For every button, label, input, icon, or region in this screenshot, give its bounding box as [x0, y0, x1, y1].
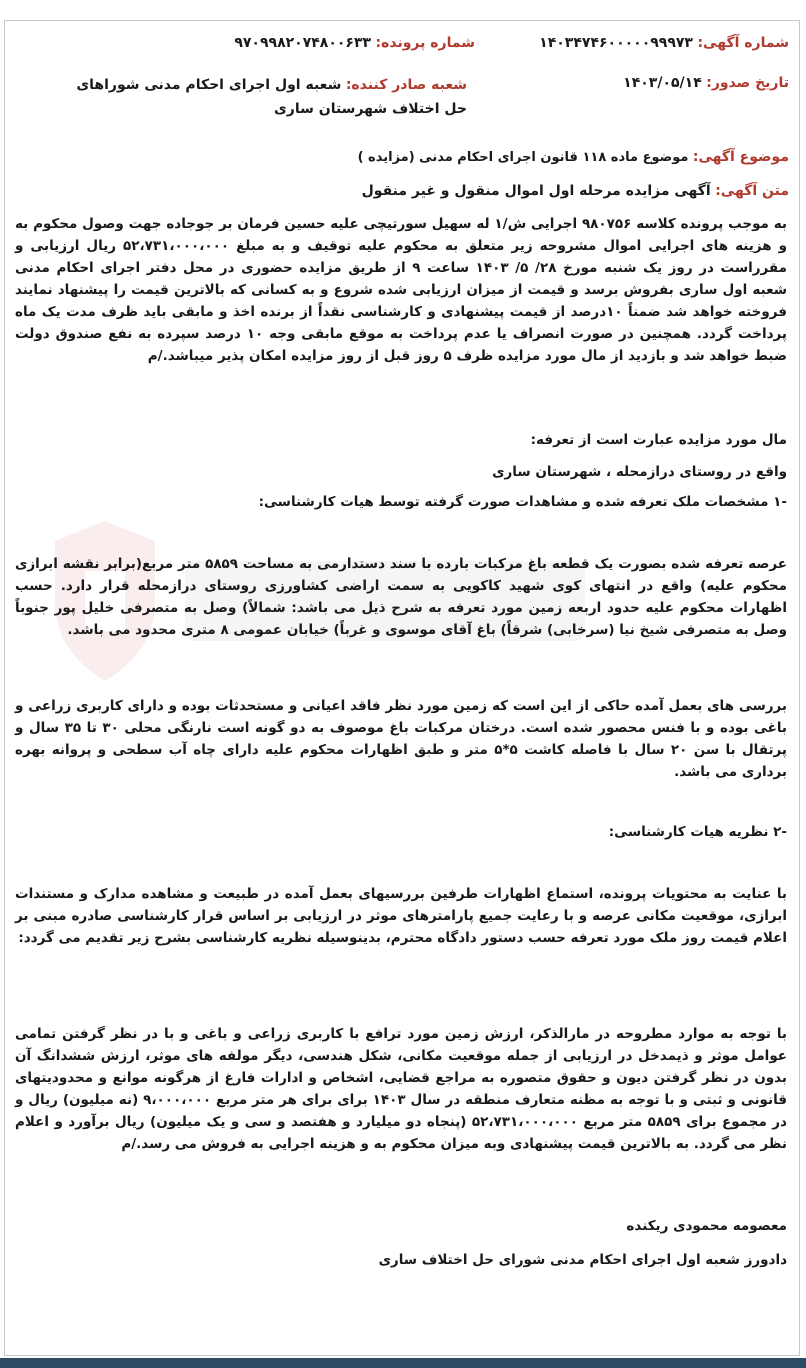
section1-paragraph-1: عرصه تعرفه شده بصورت یک قطعه باغ مرکبات بارده با سند دستدارمی به مساحت ۵۸۵۹ متر مربع(برابر نقشه ابرازی محکوم علیه) واقع در انتهای کوی شهید کاکویی به سمت اراضی کشاورزی روستای درازمحله قرار دارد. حسب اظهارات محکوم علیه حدود اربعه زمین مورد تعرفه به شرح ذیل می باشد: شمالاً) وصل به متصرفی خلیل پور جنوباً وصل به متصرفی شیخ نیا (سرخابی) شرقاً) باغ آقای موسوی و غرباً) خیابان عمومی ۸ متری محدود می باشد. [15, 556, 788, 638]
signer-title: دادورز شعبه اول اجرای احکام مدنی شورای حل اختلاف ساری [378, 1252, 787, 1268]
issuing-branch: شعبه اول اجرای احکام مدنی شوراهای حل اختلاف شهرستان ساری [76, 77, 467, 117]
bottom-bar [0, 1358, 806, 1368]
ad-number: ۱۴۰۳۴۷۴۶۰۰۰۰۰۹۹۹۷۳ [539, 35, 693, 51]
section2-paragraph-2: با توجه به موارد مطروحه در مارالذکر، ارزش زمین مورد ترافع با کاربری زراعی و باغی و با در نظر گرفتن تمامی عوامل موثر و ذیمدخل در ارزیابی از جمله موقعیت مکانی، شکل هندسی، دیگر مولفه های موثر، ارزش ششدانگ آن بدون در نظر گرفتن دیون و حقوق متصوره به مراجع قضایی، اشخاص و ادارات فارغ از هرگونه موانع و محدودیتهای قانونی و ثبتی و با توجه به مظنه متعارف منطقه در سال ۱۴۰۳ برای برای هر متر مربع ۹،۰۰۰،۰۰۰ (نه میلیون) ریال و در مجموع برای ۵۸۵۹ متر مربع ۵۲،۷۳۱،۰۰۰،۰۰۰ (پنجاه دو میلیارد و هفتصد و سی و یک میلیون) ریال برآورد و اعلام نظر می گردد. به بالاترین قیمت پیشنهادی وبه میزان محکوم به و هزینه اجرایی به فروش می رسد./م [15, 1026, 787, 1152]
issue-date-row [589, 73, 789, 93]
issuing-branch-label: شعبه صادر کننده: [345, 77, 467, 93]
file-number-label: شماره پرونده: [375, 35, 475, 51]
issue-date-label: تاریخ صدور: [706, 75, 789, 91]
signer-name: معصومه محمودی ریکنده [626, 1218, 787, 1234]
section2-heading: -۲ نظریه هیات کارشناسی: [608, 824, 787, 840]
file-number-row [215, 33, 475, 53]
ad-text-row [89, 181, 789, 201]
item-heading: مال مورد مزایده عبارت است از تعرفه: [530, 432, 787, 448]
ad-text-label: متن آگهی: [715, 183, 789, 199]
section1-paragraph-2: بررسی های بعمل آمده حاکی از این است که زمین مورد نظر فاقد اعیانی و مستحدثات بوده و دارای کاربری زراعی و باغی بوده و با فنس محصور شده است. درختان مرکبات باغ موصوف به دو گونه است نارنگی محلی ۳۰ تا ۳۵ سال و پرتقال با سن ۲۰ سال با فاصله کاشت ۵*۵ متر و طبق اظهارات محکوم علیه دارای چاه آب سطحی و پروانه بهره برداری می باشد. [15, 698, 788, 780]
section2-paragraph-1: با عنایت به محتویات پرونده، استماع اظهارات طرفین بررسیهای بعمل آمده در طبیعت و مشاهده مدارک و مستندات ابرازی، موقعیت مکانی عرصه و با رعایت جمیع پارامترهای موثر در ارزیابی بر اساس قرار کارشناسی صادره مبنی بر اعلام قیمت روز ملک مورد تعرفه حسب دستور دادگاه محترم، بدینوسیله نظریه کارشناسی بشرح زیر تقدیم می گردد: [15, 886, 787, 946]
subject-label: موضوع آگهی: [692, 149, 789, 165]
issue-date: ۱۴۰۳/۰۵/۱۴ [623, 75, 702, 91]
subject-text: موضوع ماده ۱۱۸ قانون اجرای احکام مدنی (مزایده ) [357, 150, 689, 165]
intro-paragraph: به موجب پرونده کلاسه ۹۸۰۷۵۶ اجرایی ش/۱ له سهیل سورتیچی علیه حسین فرمان بر جوجاده جهت وصول محکوم به و هزینه های اجرایی اموال مشروحه زیر متعلق به محکوم علیه توقیف و به مبلغ ۵۲،۷۳۱،۰۰۰،۰۰۰ ریال ارزیابی و مقرراست در روز یک شنبه مورخ ۲۸/ ۵/ ۱۴۰۳ ساعت ۹ از طریق مزایده حضوری در محل دفتر اجرای احکام مدنی شعبه اول ساری بفروش برسد و قیمت از میزان ارزیابی شده شروع و به کسانی که بالاترین قیمت را پیشنهاد نمایند فروخته خواهد شد ضمناً ۱۰درصد از قیمت پیشنهادی و کارشناسی نقداً از برنده اخذ و مابقی باید ظرف مدت یک ماه پرداخت گردد. همچنین در صورت انصراف یا عدم پرداخت به موقع مابقی وجه ۱۰ درصد سپرده به نفع صندوق دولت ضبط خواهد شد و بازدید از مال مورد مزایده ظرف ۵ روز قبل از روز مزایده امکان پذیر میباشد./م [15, 216, 787, 364]
subject-row [89, 147, 789, 168]
notice-page [4, 20, 800, 1356]
file-number: ۹۷۰۹۹۸۲۰۷۴۸۰۰۶۳۳ [234, 35, 372, 51]
ad-number-row [449, 33, 789, 53]
issuing-branch-row [59, 73, 467, 121]
section1-heading: -۱ مشخصات ملک تعرفه شده و مشاهدات صورت گرفته توسط هیات کارشناسی: [258, 494, 787, 510]
item-location: واقع در روستای درازمحله ، شهرستان ساری [492, 464, 787, 480]
ad-number-label: شماره آگهی: [697, 35, 789, 51]
ad-text-title: آگهی مزایده مرحله اول اموال منقول و غیر منقول [361, 183, 711, 199]
